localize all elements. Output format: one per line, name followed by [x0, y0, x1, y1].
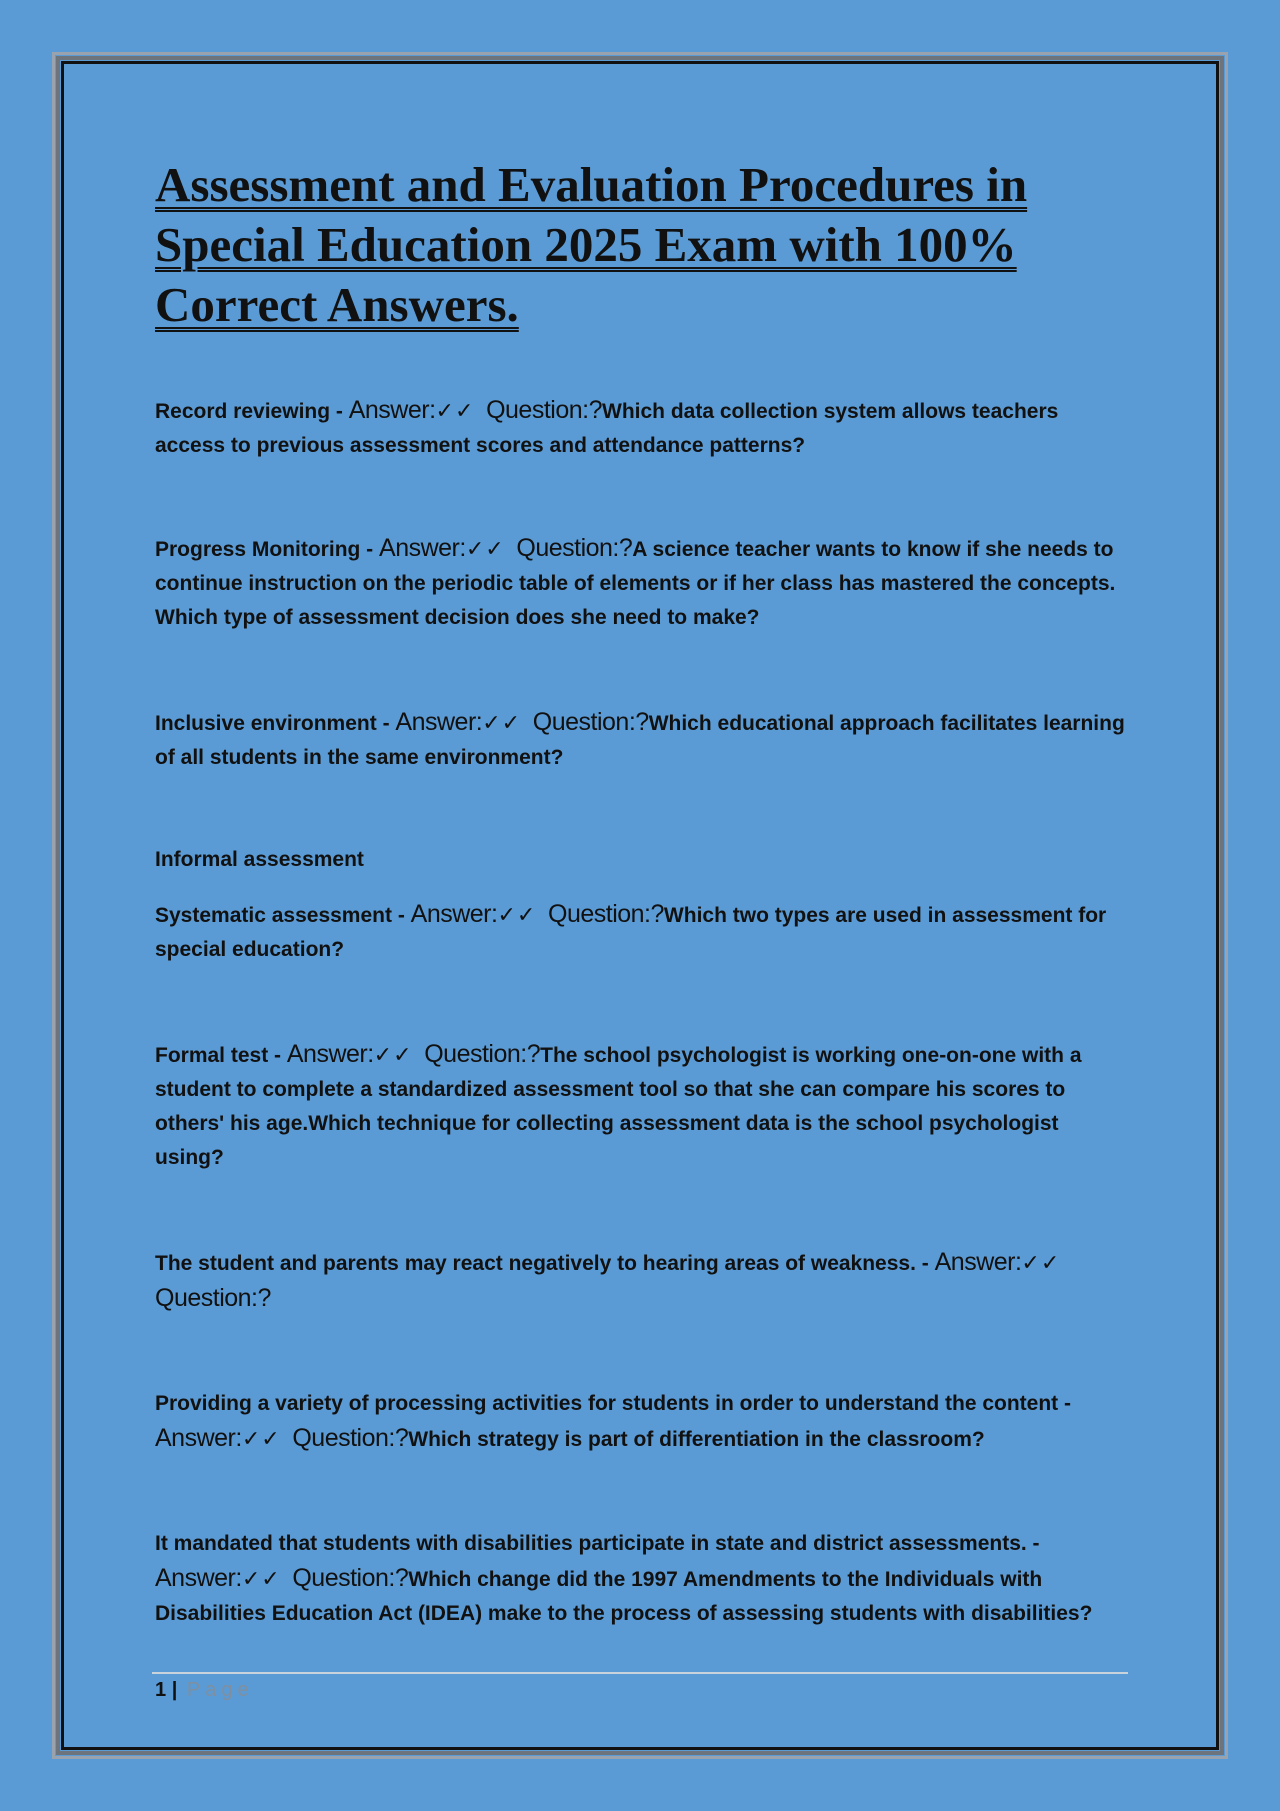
qa-item-2: [155, 531, 1130, 635]
qa-answer: Record reviewing -: [155, 400, 349, 423]
qa-question: Which educational approach facilitates learning of all students in the same environment?: [155, 712, 1125, 769]
answer-label: Answer:: [155, 1564, 242, 1592]
page-number: 1: [155, 1679, 167, 1701]
double-check-icon: ✓✓: [497, 902, 537, 927]
qa-item-5: [155, 1037, 1130, 1175]
qa-question: A science teacher wants to know if she needs to continue instruction on the periodic table of elements or if her class has mastered the concepts. Which type of assessment decision does she need to make?: [155, 538, 1116, 629]
answer-label: Answer:: [286, 1040, 374, 1068]
question-label: Question:?: [292, 1424, 409, 1452]
qa-question: Which two types are used in assessment for special education?: [155, 904, 1107, 961]
page-content: [155, 155, 1130, 1631]
qa-question: Which data collection system allows teachers access to previous assessment scores and attendance patterns?: [155, 400, 1059, 457]
question-label: Question:?: [532, 708, 649, 736]
double-check-icon: ✓✓: [482, 710, 522, 735]
page-footer: [155, 1679, 254, 1702]
qa-answer: Providing a variety of processing activities for students in order to understand the content -: [155, 1392, 1071, 1415]
answer-label: Answer:: [379, 534, 466, 562]
answer-label: Answer:: [934, 1248, 1022, 1276]
qa-item-8: [155, 1527, 1130, 1631]
qa-question: Which change did the 1997 Amendments to the Individuals with Disabilities Education Act (IDEA) make to the process of assessing students with disabilities?: [155, 1568, 1093, 1625]
qa-item-4: [155, 897, 1130, 967]
qa-answer: The student and parents may react negatively to hearing areas of weakness. -: [155, 1252, 935, 1275]
question-label: Question:?: [516, 534, 633, 562]
footer-separator: |: [171, 1679, 178, 1701]
document-title: Assessment and Evaluation Procedures in Special Education 2025 Exam with 100% Correct Answers.: [155, 157, 1028, 332]
qa-item-4-line1: [155, 843, 1130, 877]
page-label: Page: [186, 1679, 254, 1701]
qa-answer: Systematic assessment -: [155, 904, 411, 927]
qa-item-3: [155, 705, 1130, 775]
answer-label: Answer:: [410, 900, 498, 928]
footer-divider: [152, 1672, 1128, 1674]
double-check-icon: ✓✓: [373, 1042, 413, 1067]
double-check-icon: ✓✓: [241, 1426, 281, 1451]
qa-question: Which strategy is part of differentiation in the classroom?: [408, 1428, 985, 1451]
double-check-icon: ✓✓: [465, 536, 505, 561]
qa-item-7: [155, 1387, 1130, 1457]
double-check-icon: ✓✓: [435, 398, 475, 423]
question-label: Question:?: [486, 396, 602, 424]
qa-answer: Inclusive environment -: [155, 712, 396, 735]
qa-question: The school psychologist is working one-on-one with a student to complete a standardized assessment tool so that she can compare his scores to others' his age.Which technique for collecting assessment data is the school psychologist using?: [155, 1044, 1082, 1169]
qa-item-1: [155, 393, 1130, 463]
double-check-icon: ✓✓: [241, 1566, 281, 1591]
qa-list: [155, 393, 1130, 1631]
question-label: Question:?: [155, 1284, 271, 1312]
answer-label: Answer:: [348, 396, 436, 424]
question-label: Question:?: [292, 1564, 409, 1592]
qa-item-6: [155, 1245, 1130, 1317]
qa-answer: It mandated that students with disabilities participate in state and district assessments. -: [155, 1532, 1040, 1555]
question-label: Question:?: [548, 900, 664, 928]
question-label: Question:?: [424, 1040, 541, 1068]
qa-answer: Informal assessment: [155, 848, 364, 871]
qa-answer: Formal test -: [155, 1044, 287, 1067]
double-check-icon: ✓✓: [1021, 1250, 1061, 1275]
answer-label: Answer:: [395, 708, 483, 736]
qa-answer: Progress Monitoring -: [155, 538, 380, 561]
answer-label: Answer:: [155, 1424, 242, 1452]
